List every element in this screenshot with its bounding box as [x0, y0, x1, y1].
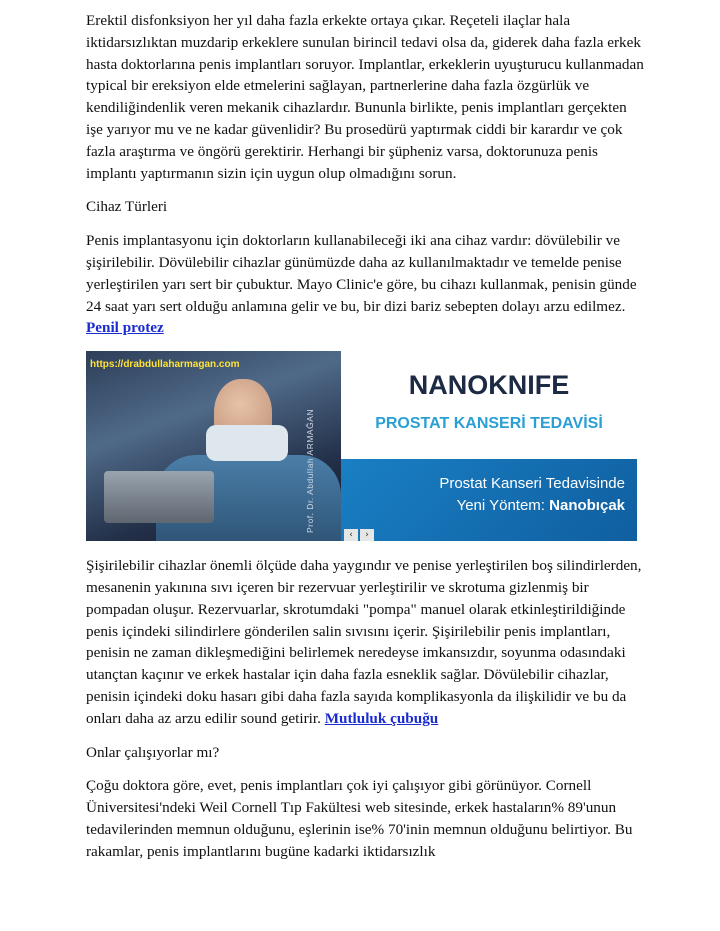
section-heading-do-they-work: Onlar çalışıyorlar mı?	[86, 743, 220, 761]
medical-device	[104, 471, 214, 523]
paragraph-do-they-work: Çoğu doktora göre, evet, penis implantları çok iyi çalışıyor gibi görünüyor. Cornell Üniversitesi'ndeki Weil Cornell Tıp Fakültesi web sitesinde, erkek hastaların% 89'unun tedavilerinden memnun olduğunu, eşlerinin ise% 70'inin memnun olduğunu belirtiyor. Bu rakamlar, penis implantlarını bugüne kadarki iktidarsızlık	[86, 777, 633, 860]
chevron-right-icon[interactable]: ›	[360, 529, 374, 541]
banner-caption-panel	[341, 459, 637, 541]
link-mutluluk-cubugu[interactable]: Mutluluk çubuğu	[324, 709, 439, 727]
surgeon-photo	[86, 351, 341, 541]
paragraph-device-types	[86, 230, 646, 339]
paragraph-intro: Erektil disfonksiyon her yıl daha fazla erkekte ortaya çıkar. Reçeteli ilaçlar hala iktidarsızlıktan muzdarip erkeklere sunulan birincil tedavi olsa da, giderek daha fazla erkek hasta doktorlarına penis implantları soruyor. Implantlar, erkeklerin uyuşturucu kullanmadan typical bir ereksiyon elde etmelerini sağlayan, partnerlerine daha fazla özgürlük ve kendiliğindenlik veren mekanik cihazlardır. Bununla birlikte, penis implantları gerçekten işe yarıyor mu ve ne kadar güvenlidir? Bu prosedürü yaptırmak ciddi bir karardır ve çok fazla araştırma ve öngörü gerektirir. Herhangi bir şüpheniz varsa, doktorunuza penis implantı yaptırmanın sizin için uygun olup olmadığını sorun.	[86, 12, 644, 182]
nanoknife-banner-image[interactable]	[86, 351, 637, 541]
chevron-left-icon[interactable]: ‹	[344, 529, 358, 541]
link-penil-protez[interactable]: Penil protez	[86, 319, 164, 337]
paragraph-device-types-text: Penis implantasyonu için doktorların kullanabileceği iki ana cihaz vardır: dövülebilir ve şişirilebilir. Dövülebilir cihazlar günümüzde daha az kullanılmaktadır ve temelde penise yerleştirilen yarı sert bir çubuktur. Mayo Clinic'e göre, bu cihazı kullanmak, penisin günde 24 saat yarı sert olduğu anlamına gelir ve bu, bir dizi bariz sebepten dolayı arzu edilmez.	[86, 232, 637, 315]
article-body	[86, 10, 646, 875]
banner-caption-line2-bold: Nanobıçak	[549, 497, 625, 515]
banner-caption-line1: Prostat Kanseri Tedavisinde	[439, 475, 625, 493]
paragraph-inflatable	[86, 555, 646, 729]
banner-title: NANOKNIFE	[408, 370, 570, 401]
surgical-mask	[206, 425, 288, 461]
banner-caption-line2-prefix: Yeni Yöntem:	[456, 497, 550, 515]
paragraph-inflatable-text: Şişirilebilir cihazlar önemli ölçüde daha yaygındır ve penise yerleştirilen boş silindirlerden, mesanenin yakınına sıvı içeren bir rezervuar yerleştirilir ve skrotuma gizlenmiş bir pompadan oluşur. Rezervuarlar, skrotumdaki "pompa" manuel olarak etkinleştirildiğinde penis içindeki silindirlere gönderilen salin sıvısını içerir. Şişirilebilir penis implantları, penisin ne zaman dikleşmediğini belirlemek neredeyse imkansızdır, soyunma odasındaki utançtan kaçınır ve erkek hastalar için daha fazla esneklik sağlar. Dövülebilir cihazlar, penisin içindeki doku hasarı gibi daha fazla sayıda komplikasyonla da ilişkilidir ve bu da onları daha az arzu edilir sound getirir.	[86, 557, 642, 727]
banner-subtitle: PROSTAT KANSERİ TEDAVİSİ	[375, 415, 603, 433]
banner-caption-line2	[457, 495, 625, 517]
section-heading-device-types: Cihaz Türleri	[86, 198, 168, 216]
banner-vertical-credit: Prof. Dr. Abdullah ARMAĞAN	[305, 409, 315, 534]
banner-url: https://drabdullaharmagan.com	[90, 359, 240, 371]
banner-title-panel	[341, 351, 637, 459]
